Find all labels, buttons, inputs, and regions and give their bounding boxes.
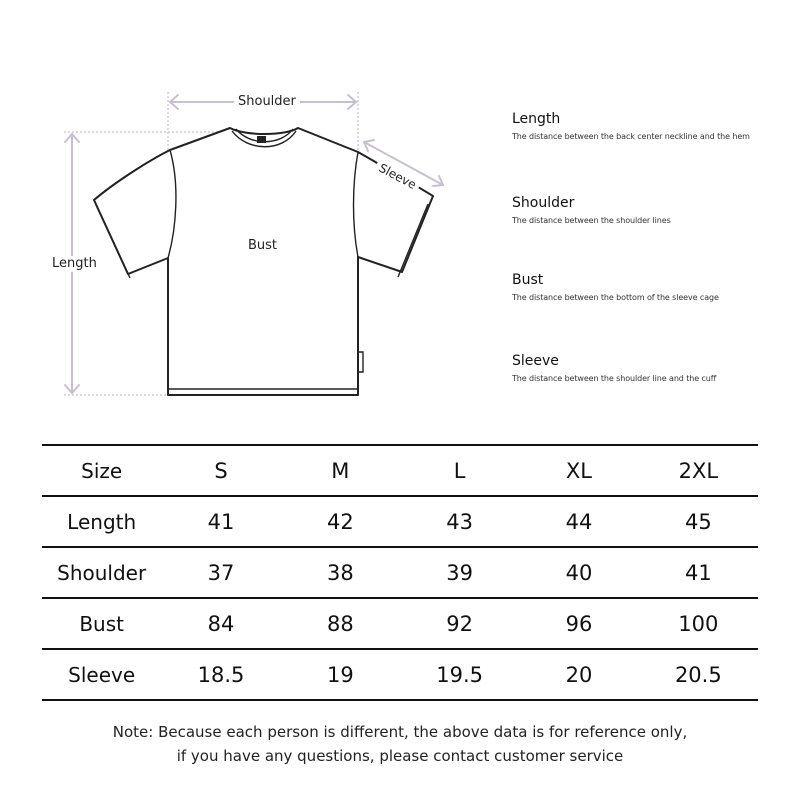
- note-line-1: Note: Because each person is different, the above data is for reference only,: [112, 723, 688, 741]
- table-row: [42, 496, 758, 547]
- definition-desc: The distance between the back center neckline and the hem: [512, 132, 750, 141]
- table-header-row: [42, 445, 758, 496]
- definition-title: Shoulder: [512, 195, 575, 211]
- note-line-2: if you have any questions, please contact customer service: [176, 747, 624, 765]
- definition-bust: [512, 271, 792, 304]
- table-cell: 20.5: [639, 649, 758, 700]
- definition-shoulder: [512, 194, 792, 227]
- table-cell: 43: [400, 496, 519, 547]
- header-cell: XL: [519, 445, 638, 496]
- definition-desc: The distance between the shoulder lines: [512, 216, 671, 225]
- header-cell: M: [281, 445, 400, 496]
- size-chart-table: [42, 444, 758, 701]
- table-row: [42, 598, 758, 649]
- table-cell: 42: [281, 496, 400, 547]
- length-label: Length: [48, 256, 101, 272]
- definition-title: Length: [512, 111, 561, 127]
- table-cell: 40: [519, 547, 638, 598]
- table-cell: 96: [519, 598, 638, 649]
- definition-length: [512, 110, 792, 143]
- table-cell: 84: [161, 598, 280, 649]
- table-row: [42, 649, 758, 700]
- table-row: [42, 547, 758, 598]
- header-cell: 2XL: [639, 445, 758, 496]
- bust-label: Bust: [244, 238, 281, 254]
- table-cell: 19.5: [400, 649, 519, 700]
- table-cell: 92: [400, 598, 519, 649]
- row-label: Bust: [42, 598, 161, 649]
- reference-note: [0, 720, 800, 768]
- table-cell: 41: [161, 496, 280, 547]
- definition-sleeve: [512, 352, 792, 385]
- row-label: Length: [42, 496, 161, 547]
- row-label: Sleeve: [42, 649, 161, 700]
- header-cell: Size: [42, 445, 161, 496]
- neck-tag: [257, 136, 266, 143]
- definition-desc: The distance between the bottom of the sleeve cage: [512, 293, 719, 302]
- header-cell: L: [400, 445, 519, 496]
- table-cell: 19: [281, 649, 400, 700]
- row-label: Shoulder: [42, 547, 161, 598]
- table-cell: 37: [161, 547, 280, 598]
- shoulder-label: Shoulder: [234, 94, 300, 110]
- definition-desc: The distance between the shoulder line and the cuff: [512, 374, 717, 383]
- header-cell: S: [161, 445, 280, 496]
- table-cell: 88: [281, 598, 400, 649]
- table-cell: 39: [400, 547, 519, 598]
- table-cell: 38: [281, 547, 400, 598]
- table-cell: 41: [639, 547, 758, 598]
- table-cell: 100: [639, 598, 758, 649]
- sleeve-label: Sleeve: [372, 158, 422, 195]
- definition-title: Bust: [512, 272, 544, 288]
- definition-title: Sleeve: [512, 353, 559, 369]
- table-cell: 45: [639, 496, 758, 547]
- table-cell: 44: [519, 496, 638, 547]
- table-cell: 20: [519, 649, 638, 700]
- table-cell: 18.5: [161, 649, 280, 700]
